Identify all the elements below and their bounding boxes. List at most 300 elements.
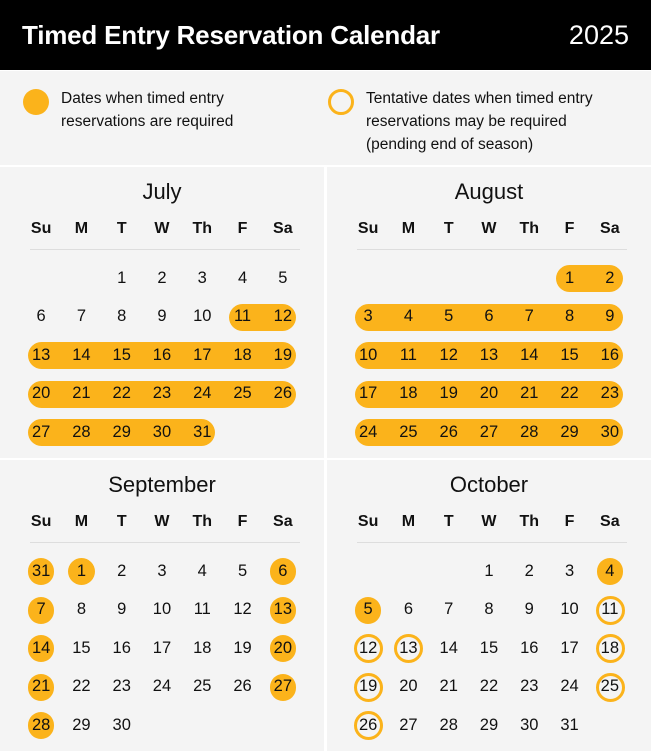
date-number: 16 [600,345,619,364]
weekday-label: Sa [273,513,293,530]
date-cell[interactable] [429,591,469,630]
date-cell[interactable] [549,259,589,298]
date-grid [21,259,303,452]
date-cell[interactable] [509,591,549,630]
date-cell[interactable] [222,336,262,375]
date-cell[interactable] [388,336,428,375]
date-grid [348,552,630,745]
week-row [21,552,303,591]
divider [30,249,300,250]
date-cell[interactable] [509,375,549,414]
date-number: 29 [72,715,91,734]
week-row [21,259,303,298]
empty-cell [509,259,549,298]
date-cell[interactable] [509,629,549,668]
date-cell[interactable] [348,668,388,707]
empty-cell [388,259,428,298]
date-number: 28 [72,422,91,441]
weekday-label: M [74,220,89,237]
date-cell[interactable] [469,413,509,452]
empty-cell [222,706,262,745]
date-number: 29 [560,422,579,441]
date-number: 18 [600,638,619,657]
date-number: 27 [479,422,499,441]
date-number: 30 [600,422,619,441]
date-number: 7 [524,307,534,326]
date-cell[interactable] [142,413,182,452]
date-number: 30 [112,715,131,734]
date-cell[interactable] [509,668,549,707]
weekday-label: W [154,220,170,237]
date-number: 5 [363,600,373,619]
divider [357,542,627,543]
legend-tentative-text: (pending end of season) [366,136,534,153]
date-number: 2 [524,561,534,580]
date-cell[interactable] [549,298,589,337]
date-cell[interactable] [469,298,509,337]
date-cell[interactable] [590,298,630,337]
date-number: 19 [233,638,252,657]
week-row [348,668,630,707]
date-number: 15 [479,638,499,657]
legend-tentative-text: Tentative dates when timed entry [366,90,593,107]
page-title: Timed Entry Reservation Calendar [22,19,440,50]
date-cell[interactable] [429,336,469,375]
weekday-label: Su [30,513,52,530]
empty-cell [429,552,469,591]
date-cell[interactable] [21,413,61,452]
date-cell[interactable] [222,668,262,707]
month-panel-october [327,460,651,751]
year-label: 2025 [568,19,629,50]
date-number: 12 [358,638,378,657]
date-number: 27 [31,422,51,441]
date-cell[interactable] [388,375,428,414]
week-row [348,336,630,375]
empty-cell [348,259,388,298]
date-cell[interactable] [222,259,262,298]
date-cell[interactable] [182,413,222,452]
date-cell[interactable] [182,591,222,630]
date-cell[interactable] [263,629,303,668]
date-cell[interactable] [21,629,61,668]
empty-cell [469,259,509,298]
date-number: 12 [233,600,252,619]
date-number: 21 [520,384,539,403]
legend-required-text: Dates when timed entry [61,90,224,107]
date-number: 3 [157,561,167,580]
date-number: 11 [601,600,619,619]
date-cell[interactable] [509,552,549,591]
date-cell[interactable] [21,375,61,414]
date-cell[interactable] [263,552,303,591]
date-number: 28 [520,422,539,441]
date-number: 20 [31,384,51,403]
date-cell[interactable] [102,336,142,375]
date-number: 13 [273,600,292,619]
date-number: 12 [439,345,458,364]
weekday-header [348,510,630,534]
weekday-header [21,510,303,534]
weekday-label: Th [192,220,213,237]
date-cell[interactable] [182,375,222,414]
date-cell[interactable] [142,591,182,630]
empty-cell [61,259,101,298]
date-cell[interactable] [549,413,589,452]
date-cell[interactable] [61,629,101,668]
weekday-label: T [116,513,127,530]
week-row [348,298,630,337]
date-cell[interactable] [590,552,630,591]
empty-cell [388,552,428,591]
date-number: 8 [564,307,575,326]
date-number: 29 [479,715,499,734]
date-cell[interactable] [102,375,142,414]
date-cell[interactable] [590,668,630,707]
date-cell[interactable] [21,591,61,630]
date-cell[interactable] [263,668,303,707]
date-number: 15 [72,638,91,657]
date-number: 19 [273,345,292,364]
date-cell[interactable] [348,629,388,668]
date-number: 9 [117,600,127,619]
date-cell[interactable] [182,259,222,298]
date-number: 23 [152,384,172,403]
date-cell[interactable] [222,591,262,630]
week-row [21,375,303,414]
date-cell[interactable] [429,629,469,668]
date-number: 5 [237,561,248,580]
date-cell[interactable] [469,668,509,707]
date-number: 2 [605,268,615,287]
filled-circle-icon [23,89,49,115]
date-number: 16 [152,345,172,364]
date-number: 6 [484,307,494,326]
date-number: 31 [193,422,212,441]
date-number: 14 [439,638,458,657]
weekday-label: W [481,220,497,237]
date-cell[interactable] [61,552,101,591]
weekday-header [348,217,630,241]
month-panel-september [0,460,324,751]
weekday-label: T [443,513,454,530]
week-row [21,668,303,707]
date-cell[interactable] [102,298,142,337]
date-cell[interactable] [61,591,101,630]
week-row [348,552,630,591]
date-cell[interactable] [61,375,101,414]
date-number: 31 [31,561,51,580]
date-cell[interactable] [222,375,262,414]
date-number: 2 [157,268,167,287]
date-cell[interactable] [388,413,428,452]
date-cell[interactable] [263,259,303,298]
date-number: 17 [560,638,579,657]
weekday-header [21,217,303,241]
date-cell[interactable] [549,336,589,375]
date-number: 5 [444,307,454,326]
weekday-label: Th [192,513,213,530]
date-cell[interactable] [469,629,509,668]
date-cell[interactable] [142,552,182,591]
date-number: 22 [72,677,91,696]
date-cell[interactable] [590,413,630,452]
date-cell[interactable] [61,668,101,707]
date-cell[interactable] [348,706,388,745]
date-cell[interactable] [388,591,428,630]
date-number: 3 [564,561,575,580]
month-panel-july [0,167,324,458]
date-cell[interactable] [590,375,630,414]
date-cell[interactable] [61,706,101,745]
date-cell[interactable] [21,336,61,375]
empty-cell [348,552,388,591]
date-cell[interactable] [388,629,428,668]
month-panel-august [327,167,651,458]
date-cell[interactable] [263,375,303,414]
date-cell[interactable] [469,375,509,414]
date-cell[interactable] [590,336,630,375]
divider [30,542,300,543]
weekday-label: Sa [273,220,293,237]
date-cell[interactable] [429,298,469,337]
date-number: 11 [233,307,252,326]
week-row [348,375,630,414]
date-number: 24 [193,384,212,403]
date-cell[interactable] [549,706,589,745]
date-number: 21 [72,384,91,403]
date-cell[interactable] [142,336,182,375]
date-number: 28 [31,715,51,734]
date-cell[interactable] [102,629,142,668]
legend-tentative [328,87,593,156]
weekday-label: Sa [600,220,620,237]
date-cell[interactable] [469,591,509,630]
date-cell[interactable] [429,706,469,745]
date-number: 22 [479,677,499,696]
date-number: 13 [399,638,418,657]
week-row [21,591,303,630]
date-cell[interactable] [142,375,182,414]
date-number: 25 [600,677,619,696]
date-number: 25 [233,384,252,403]
date-cell[interactable] [509,298,549,337]
date-number: 24 [560,677,579,696]
date-cell[interactable] [549,668,589,707]
date-number: 19 [358,677,378,696]
date-cell[interactable] [590,629,630,668]
date-number: 27 [273,677,292,696]
date-cell[interactable] [61,298,101,337]
date-cell[interactable] [142,668,182,707]
date-grid [21,552,303,745]
date-cell[interactable] [348,336,388,375]
month-title: October [449,472,529,497]
weekday-label: M [74,513,89,530]
date-cell[interactable] [509,413,549,452]
date-number: 19 [439,384,458,403]
date-number: 25 [193,677,212,696]
date-cell[interactable] [590,259,630,298]
date-number: 16 [520,638,539,657]
date-number: 4 [197,561,207,580]
date-number: 15 [560,345,579,364]
weekday-label: F [564,220,575,237]
date-number: 26 [273,384,292,403]
date-number: 17 [358,384,378,403]
weekday-label: F [237,220,248,237]
date-cell[interactable] [102,413,142,452]
date-cell[interactable] [549,629,589,668]
date-number: 18 [233,345,252,364]
date-cell[interactable] [61,336,101,375]
date-grid [348,259,630,452]
weekday-label: M [401,220,416,237]
date-cell[interactable] [509,336,549,375]
empty-cell [590,706,630,745]
date-number: 8 [484,600,494,619]
date-number: 18 [193,638,212,657]
empty-cell [182,706,222,745]
date-cell[interactable] [222,552,262,591]
week-row [21,298,303,337]
date-cell[interactable] [263,591,303,630]
week-row [348,259,630,298]
date-number: 14 [31,638,51,657]
date-cell[interactable] [348,591,388,630]
date-number: 7 [76,307,87,326]
weekday-label: T [116,220,127,237]
date-number: 26 [358,715,378,734]
date-number: 9 [605,307,615,326]
date-cell[interactable] [348,298,388,337]
date-number: 20 [273,638,292,657]
date-cell[interactable] [142,629,182,668]
date-cell[interactable] [21,668,61,707]
date-number: 21 [439,677,458,696]
date-number: 10 [152,600,172,619]
date-cell[interactable] [429,668,469,707]
date-number: 23 [112,677,131,696]
header-bar [0,0,651,70]
date-number: 10 [560,600,579,619]
date-number: 6 [278,561,288,580]
date-cell[interactable] [102,552,142,591]
legend [0,71,651,165]
date-number: 22 [560,384,579,403]
date-number: 12 [273,307,292,326]
week-row [21,706,303,745]
date-number: 30 [152,422,172,441]
date-number: 14 [520,345,539,364]
week-row [348,591,630,630]
empty-cell [21,259,61,298]
date-number: 13 [31,345,51,364]
date-cell[interactable] [348,375,388,414]
date-cell[interactable] [388,668,428,707]
date-cell[interactable] [469,552,509,591]
date-cell[interactable] [549,375,589,414]
date-number: 1 [484,561,494,580]
date-cell[interactable] [469,336,509,375]
week-row [21,336,303,375]
date-cell[interactable] [263,298,303,337]
date-cell[interactable] [142,259,182,298]
date-number: 17 [152,638,172,657]
date-cell[interactable] [142,298,182,337]
date-cell[interactable] [429,413,469,452]
date-cell[interactable] [21,298,61,337]
date-cell[interactable] [549,552,589,591]
date-number: 7 [444,600,454,619]
date-cell[interactable] [182,552,222,591]
date-number: 1 [117,268,127,287]
date-cell[interactable] [61,413,101,452]
date-cell[interactable] [549,591,589,630]
date-cell[interactable] [182,668,222,707]
date-number: 3 [197,268,207,287]
date-number: 29 [112,422,131,441]
date-number: 9 [524,600,534,619]
date-cell[interactable] [182,629,222,668]
month-title: July [142,179,182,204]
date-number: 6 [36,307,46,326]
date-number: 16 [112,638,131,657]
weekday-label: Su [357,220,379,237]
date-cell[interactable] [21,706,61,745]
date-number: 10 [358,345,378,364]
week-row [348,629,630,668]
date-number: 20 [479,384,499,403]
date-cell[interactable] [348,413,388,452]
empty-cell [142,706,182,745]
date-number: 23 [600,384,619,403]
empty-cell [263,413,303,452]
empty-cell [222,413,262,452]
weekday-label: W [154,513,170,530]
legend-required [23,87,233,133]
empty-cell [429,259,469,298]
date-cell[interactable] [263,336,303,375]
date-cell[interactable] [469,706,509,745]
date-cell[interactable] [182,336,222,375]
date-number: 14 [72,345,91,364]
date-cell[interactable] [182,298,222,337]
date-cell[interactable] [102,591,142,630]
date-cell[interactable] [102,259,142,298]
date-cell[interactable] [509,706,549,745]
date-cell[interactable] [388,298,428,337]
date-number: 11 [399,345,417,364]
date-number: 22 [112,384,131,403]
date-cell[interactable] [222,298,262,337]
divider [357,249,627,250]
date-number: 24 [152,677,172,696]
date-cell[interactable] [429,375,469,414]
date-number: 11 [193,600,211,619]
date-cell[interactable] [102,668,142,707]
date-cell[interactable] [590,591,630,630]
weekday-label: W [481,513,497,530]
date-number: 30 [520,715,539,734]
date-number: 23 [520,677,539,696]
weekday-label: Sa [600,513,620,530]
date-cell[interactable] [388,706,428,745]
date-number: 9 [157,307,167,326]
date-cell[interactable] [222,629,262,668]
date-cell[interactable] [21,552,61,591]
date-cell[interactable] [102,706,142,745]
